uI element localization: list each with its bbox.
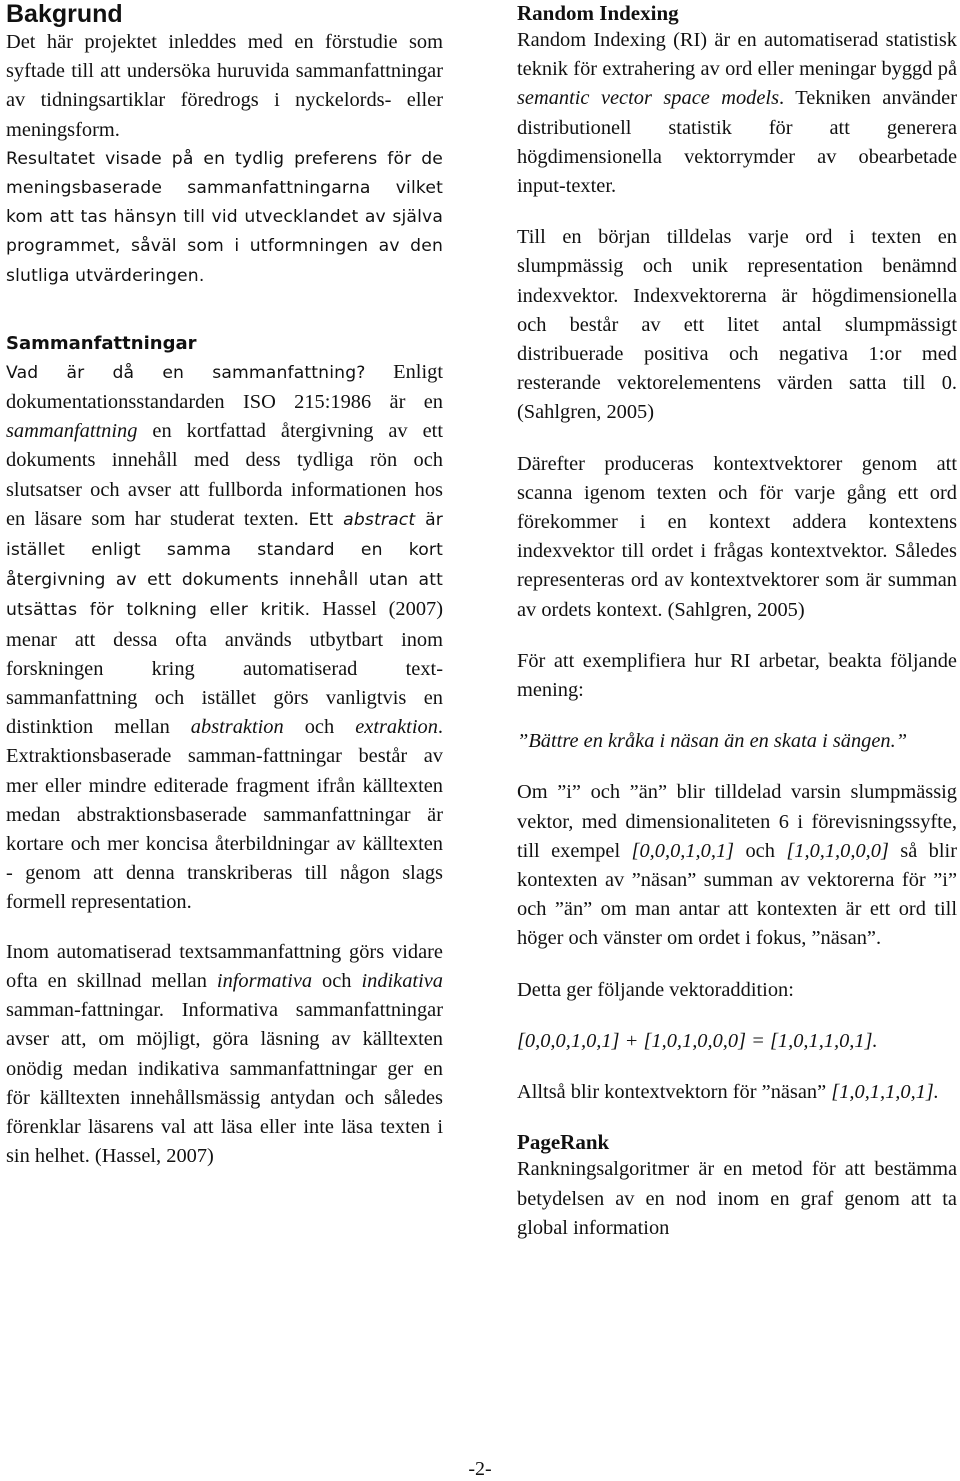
inf-text-1: Inom automatiserad textsammanfattning görs vidare ofta en skillnad mellan [6, 940, 443, 992]
inf-em-informativa: informativa [216, 969, 313, 992]
ri-intro-a: Random Indexing (RI) är en automatiserad statistisk teknik för extrahering av ord eller meningar byggd på [517, 29, 957, 81]
def-text-3: Hassel (2007) menar att dessa ofta används utbytbart inom forskningen kring automatiserad text-sammanfattning och istället görs vanligtvis en distinktion mellan [6, 598, 443, 739]
paragraph-ri-addition: Detta ger följande vektoraddition: [517, 978, 794, 1001]
ri-result-em: [1,0,1,1,0,1]. [831, 1081, 939, 1104]
paragraph-ri-context: Därefter produceras kontextvektorer genom att scanna igenom texten och för varje gång ett ord förekommer i en kontext addera kontextens indexvektor till ordet i frågas kontextvektor. Således representeras ord av kontextvektorer som är summan av ordets kontext. (Sahlgren, 2005) [517, 452, 957, 621]
inf-text-3: samman-fattningar. Informativa sammanfattningar avser att, om möjligt, göra läsning av källtexten onödig medan indikativa sammanfattningar ger en för källtexten innehållsmässig antydan och således förenklar läsarens val att läsa eller inte läsa texten i sin helhet. (Hassel, 2007) [6, 999, 443, 1168]
quote-example-sentence [517, 727, 957, 756]
def-question: Vad är då en sammanfattning? [6, 362, 366, 383]
paragraph-ri-vectors [517, 778, 957, 953]
intro-serif-text: Det här projektet inleddes med en förstudie som syftade till att undersöka huruvida sammanfattningar av tidningsartiklar föredrogs i nyckelords- eller meningsform. [6, 31, 443, 141]
paragraph-pagerank: Rankningsalgoritmer är en metod för att bestämma betydelsen av en nod inom en graf genom att ta global information [517, 1158, 957, 1239]
ri-intro-em: semantic vector space models [517, 87, 780, 110]
paragraph-intro-cont [6, 145, 443, 291]
def-em-abstract: abstract [343, 509, 416, 530]
inf-em-indikativa: indikativa [361, 969, 443, 992]
def-text-1: Enligt dokumentationsstandarden ISO 215:1986 är en [6, 360, 443, 414]
def-sans-text: är istället enligt samma standard en kort återgivning av ett dokuments innehåll utan att utsättas för tolkning eller kritik. [6, 509, 443, 621]
def-em-sammanfattning: sammanfattning [6, 420, 138, 443]
inf-text-2: och [312, 969, 362, 992]
paragraph-definition [6, 358, 443, 918]
equation-vector-addition [517, 1027, 957, 1056]
def-sans-ett: Ett [298, 509, 344, 530]
right-column [517, 0, 957, 1243]
paragraph-intro [6, 28, 443, 145]
def-text-2: en kortfattad återgivning av ett dokuments innehåll med dess tydliga rön och slutsatser och avser att fullborda informationen hos en läsare som har studerat texten. [6, 420, 443, 530]
ri-vec-em1: [0,0,0,1,0,1] [631, 839, 735, 862]
ri-result-a: Alltså blir kontextvektorn för ”näsan” [517, 1081, 832, 1104]
ri-intro-b: . Tekniken använder distributionell statistik för att generera högdimensionella vektorrymder av obearbetade input-texter. [517, 87, 957, 198]
heading-bakgrund: Bakgrund [6, 0, 123, 28]
ri-vec-a: Om ”i” och ”än” blir tilldelad varsin slumpmässig vektor, med dimensionaliteten 6 i förevisningssyfte, till exempel [517, 781, 957, 862]
def-text-4: och [283, 716, 356, 739]
heading-random-indexing: Random Indexing [517, 1, 679, 25]
quote-text: ”Bättre en kråka i näsan än en skata i sängen.” [517, 730, 908, 753]
heading-sammanfattningar: Sammanfattningar [6, 332, 197, 354]
ri-vec-b: och [734, 839, 787, 862]
def-em-abstraktion: abstraktion [190, 716, 284, 739]
heading-pagerank: PageRank [517, 1130, 610, 1155]
paragraph-ri-index: Till en början tilldelas varje ord i texten en slumpmässig och unik representation benämnd indexvektor. Indexvektorerna är högdimensionella och består av ett litet antal slumpmässigt distribuerade positiva och negativa 1:or med resterande vektorelementens värden satta till 0. (Sahlgren, 2005) [517, 226, 957, 424]
equation-text: [0,0,0,1,0,1] + [1,0,1,0,0,0] = [1,0,1,1,0,1]. [517, 1029, 878, 1052]
page-number: -2- [468, 1458, 492, 1480]
left-column [6, 0, 443, 1171]
paragraph-informativa [6, 938, 443, 1172]
ri-vec-c: så blir kontexten av ”näsan” summan av vektorerna för ”i” och ”än” om man antar att kontexten är ett ord till höger och vänster om ordet i fokus, ”näsan”. [517, 839, 957, 950]
ri-vec-em2: [1,0,1,0,0,0] [786, 839, 889, 862]
paragraph-ri-example: För att exemplifiera hur RI arbetar, beakta följande mening: [517, 649, 957, 702]
paragraph-ri-intro [517, 26, 957, 201]
intro-sans-text: Resultatet visade på en tydlig preferens för de meningsbaserade sammanfattningarna vilket kom att tas hänsyn till vid utvecklandet av själva programmet, såväl som i utformningen av den slutliga utvärderingen. [6, 148, 443, 286]
def-em-extraktion: extraktion [355, 716, 438, 739]
def-text-5: . Extraktionsbaserade samman-fattningar består av mer eller mindre editerade fragment ifrån källtexten medan abstraktionsbaserade sammanfattningar är kortare och mer koncisa återbildningar av källtexten - genom att denna transkriberas till någon slags formell representation. [6, 716, 443, 914]
paragraph-ri-result [517, 1078, 957, 1107]
